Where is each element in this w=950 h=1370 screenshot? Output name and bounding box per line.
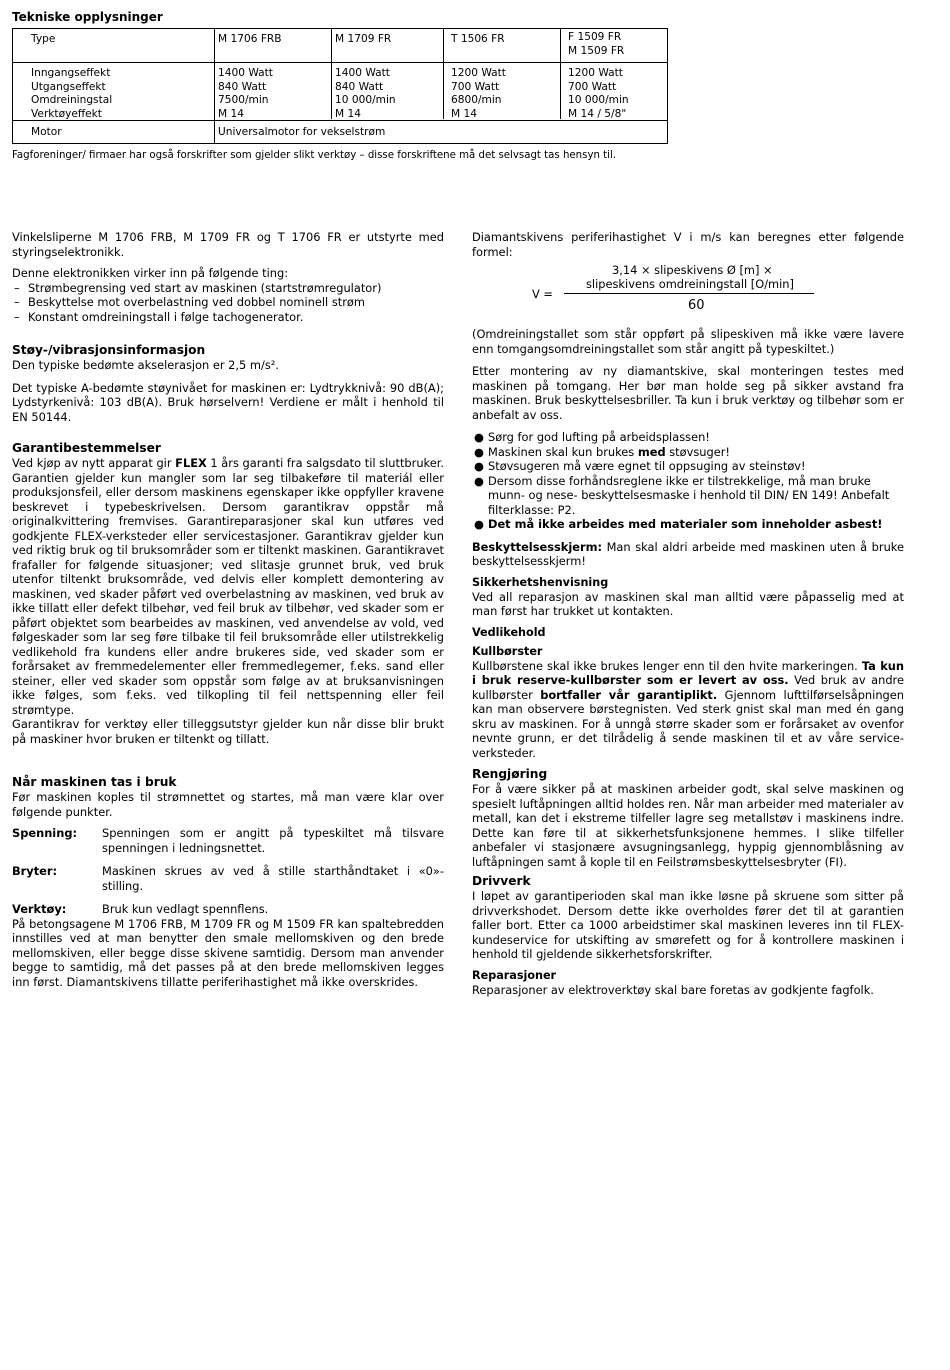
model-values: 1200 Watt 700 Watt 10 000/min M 14 / 5/8" [568,67,629,120]
formula-numerator: 3,14 × slipeskivens Ø [m] × [612,263,773,277]
brushes-heading: Kullbørster [472,644,543,658]
page-title: Tekniske opplysninger [12,10,163,24]
list-item: ● Maskinen skal kun brukes med støvsuger! [474,444,731,459]
list-item: – Strømbegrensing ved start av maskinen (startstrømregulator) [14,280,382,295]
table-divider [560,29,561,119]
saw-paragraph: På betongsagene M 1706 FRB, M 1709 FR og M 1509 FR kan spaltebredden innstilles ved at man benytter den smale mellomskiven og den brede mellomskiven, eller begge disse skivene samtidig. Dersom man anvender begge to samtidig, må det passes på at den brede mellomskiven legges inn først. Diamantskivens tillatte periferihastighet må ikke overskrides. [12,916,444,989]
model-header: T 1506 FR [451,33,505,45]
use-paragraph: Før maskinen koples til strømnettet og startes, må man være klar over følgende punkter. [12,790,444,819]
list-item: ● Det må ikke arbeides med materialer som inneholder asbest! [474,517,883,531]
spec-table [12,28,668,144]
bullet-icon: ● [474,473,484,488]
formula-note: (Omdreiningstallet som står oppført på slipeskiven må ikke være lavere enn tomgangsomdreiningstallet som står angitt på typeskiltet.) [472,327,904,356]
cleaning-paragraph: For å være sikker på at maskinen arbeider godt, skal selve maskinen og spesielt luftåpningen alltid holdes ren. Når man arbeider med materialer av metall, kan det i ekstreme tilfeller lagre seg metallstøv i maskinens indre. Dette kan føre til at sikkerhetsfunksjonene hemmes. I slike tilfeller anbefaler vi stasjonære avsugningsanlegg, hyppig gjennomblåsning av luftåpningen samt å kople til en Feilstrømsbeskyttelsesbryter (FI). [472,782,904,869]
model-header: F 1509 FR M 1509 FR [568,31,625,57]
motor-label: Motor [31,126,62,138]
definition-spenning [12,826,444,855]
definition-bryter [12,864,444,893]
list-item: – Beskyttelse mot overbelastning ved dobbel nominell strøm [14,295,365,309]
bullet-icon: ● [474,459,484,473]
model-values: 1400 Watt 840 Watt 10 000/min M 14 [335,67,396,120]
bullet-icon: ● [474,444,484,459]
warranty-heading: Garantibestemmelser [12,441,161,455]
list-item: ● Sørg for god lufting på arbeidsplassen! [474,430,710,444]
noise-paragraph: Den typiske bedømte akselerasjon er 2,5 m/s². [12,358,279,372]
dash-marker: – [14,280,20,295]
mount-paragraph: Etter montering av ny diamantskive, skal monteringen testes med maskinen på tomgang. Her bør man holde seg på sikker avstand fra maskinen. Bruk beskyttelsesbriller. Ta kun i bruk verktøy og tilbehør som er anbefalt av oss. [472,364,904,422]
formula-lhs: V = [532,287,553,301]
definition-desc: Spenningen som er angitt på typeskiltet må tilsvare spenningen i ledningsnettet. [102,826,444,855]
drive-heading: Drivverk [472,874,531,888]
shield-paragraph: Beskyttelsesskjerm: Man skal aldri arbeide med maskinen uten å bruke beskyttelsesskjerm! [472,539,904,568]
motor-value: Universalmotor for vekselstrøm [218,126,386,138]
left-column [12,230,444,989]
brushes-paragraph: Kullbørstene skal ikke brukes lenger enn til den hvite markeringen. Ta kun i bruk reserve-kullbørster som er levert av oss. Ved bruk av andre kullbørster bortfaller vår garantiplikt. Gjennom lufttilførselsåpningen kan man observere børstegnisten. Ved sterk gnist skal man med én gang skru av maskinen. For å unngå større skader som er forårsaket av ovenfor nevnte grunn, er det tilrådelig å sende maskinen til et av våre service-verksteder. [472,658,904,760]
diamond-intro: Diamantskivens periferihastighet V i m/s kan beregnes etter følgende formel: [472,230,904,259]
repair-heading: Reparasjoner [472,968,557,982]
repair-paragraph: Reparasjoner av elektroverktøy skal bare foretas av godkjente fagfolk. [472,982,874,997]
bullet-icon: ● [474,517,484,531]
warranty-paragraph: Garantikrav for verktøy eller tilleggsutstyr gjelder kun når disse blir brukt på maskiner hvor bruken er tiltenkt og tillatt. [12,717,444,746]
model-values: 1400 Watt 840 Watt 7500/min M 14 [218,67,273,120]
table-divider [331,29,332,119]
table-divider [13,62,667,63]
electronics-list [12,281,444,325]
electronics-lead: Denne elektronikken virker inn på følgende ting: [12,266,289,280]
definition-term: Bryter: [12,864,58,878]
speed-formula [472,259,904,319]
definition-term: Verktøy: [12,902,67,916]
definition-desc: Maskinen skrues av ved å stille starthåndtaket i «0»-stilling. [102,864,444,893]
use-heading: Når maskinen tas i bruk [12,775,177,789]
table-divider [443,29,444,119]
maintenance-heading: Vedlikehold [472,625,546,639]
type-label: Type [31,33,56,45]
formula-numerator: slipeskivens omdreiningstall [O/min] [586,277,794,291]
definition-desc: Bruk kun vedlagt spennflens. [102,902,269,916]
list-item: – Konstant omdreiningstall i følge tachogenerator. [14,309,304,324]
dash-marker: – [14,309,20,324]
formula-denominator: 60 [688,298,705,313]
intro-paragraph: Vinkelsliperne M 1706 FRB, M 1709 FR og T 1706 FR er utstyrte med styringselektronikk. [12,230,444,259]
drive-paragraph: I løpet av garantiperioden skal man ikke løsne på skruene som sitter på drivverkshodet. Dersom dette ikke overholdes fører det til at garantien faller bort. Etter ca 1000 arbeidstimer skal maskinen leveres inn til FLEX-kundeservice for utskifting av smørefett og for å kontrollere maskinen i henhold til gjeldende sikkerhetsforskrifter. [472,889,904,961]
safety-bullets [472,430,904,532]
list-item: ● Støvsugeren må være egnet til oppsuging av steinstøv! [474,459,806,473]
dash-marker: – [14,295,20,309]
model-header: M 1706 FRB [218,33,282,45]
list-item: ● Dersom disse forhåndsreglene ikke er tilstrekkelige, må man bruke munn- og nese- beskyttelsesmaske i henhold til DIN/ EN 149! Anbefalt filterklasse: P2. [474,473,890,517]
definition-verktoy [12,902,444,917]
safety-heading: Sikkerhetshenvisning [472,575,609,589]
warranty-paragraph: Ved kjøp av nytt apparat gir FLEX 1 års garanti fra salgsdato til sluttbruker. Garantien gjelder kun mangler som lar seg tilbakeføre til materiál eller produksjonsfeil, eller dersom maskinens egenskaper ikke oppfyller kravene beskrevet i typebeskrivelsen. Dersom garantikrav oppstår må originalkvittering fremvises. Garantireparasjoner skal kun utføres ved godkjente FLEX-verksteder eller servicestasjoner. Garantikrav gjelder kun ved riktig bruk og til bruksområder som er tiltenkt maskinen. Garantikravet frafaller for følgende situasjoner; ved slitasje grunnet bruk, ved bruk utenfor tiltenkt bruksområde, ved delvis eller komplett demontering av maskinen, ved skader påført ved overbelastning av maskinen, ved bruk av ikke tillatt eller defekt tilbehør, ved feil bruk av tilbehør, ved skader som er påført objektet som bearbeides av maskinen, ved anvendelse av vold, ved følgeskader som lar seg føre tilbake til feil bruksområde eller utilstrekkelig vedlikehold fra kundens eller andre brukeres side, ved skader som er forårsaket av fremmedelementer eller fremmedlegemer, f.eks. sand eller steiner, eller ved skader som oppstår som følge av at bruksanvisningen ikke følges, som f.eks. ved tilkopling til feil nettspenning eller feil strømtype. [12,456,444,717]
bullet-icon: ● [474,430,484,444]
definition-term: Spenning: [12,826,78,840]
fraction-bar [564,293,814,294]
model-values: 1200 Watt 700 Watt 6800/min M 14 [451,67,506,120]
cleaning-heading: Rengjøring [472,767,548,781]
table-divider [214,29,215,143]
model-header: M 1709 FR [335,33,392,45]
right-column [472,230,904,997]
safety-paragraph: Ved all reparasjon av maskinen skal man alltid være påpasselig med at man først har trukket ut kontakten. [472,589,904,618]
row-labels: Inngangseffekt Utgangseffekt Omdreiningstal Verktøyeffekt [31,67,113,120]
footnote: Fagforeninger/ firmaer har også forskrifter som gjelder slikt verktøy – disse forskriftene må det selvsagt tas hensyn til. [12,150,617,161]
noise-heading: Støy-/vibrasjonsinformasjon [12,343,206,357]
noise-paragraph: Det typiske A-bedømte støynivået for maskinen er: Lydtrykknivå: 90 dB(A); Lydstyrkenivå: 103 dB(A). Bruk hørselvern! Verdiene er målt i henhold til EN 50144. [12,380,444,424]
